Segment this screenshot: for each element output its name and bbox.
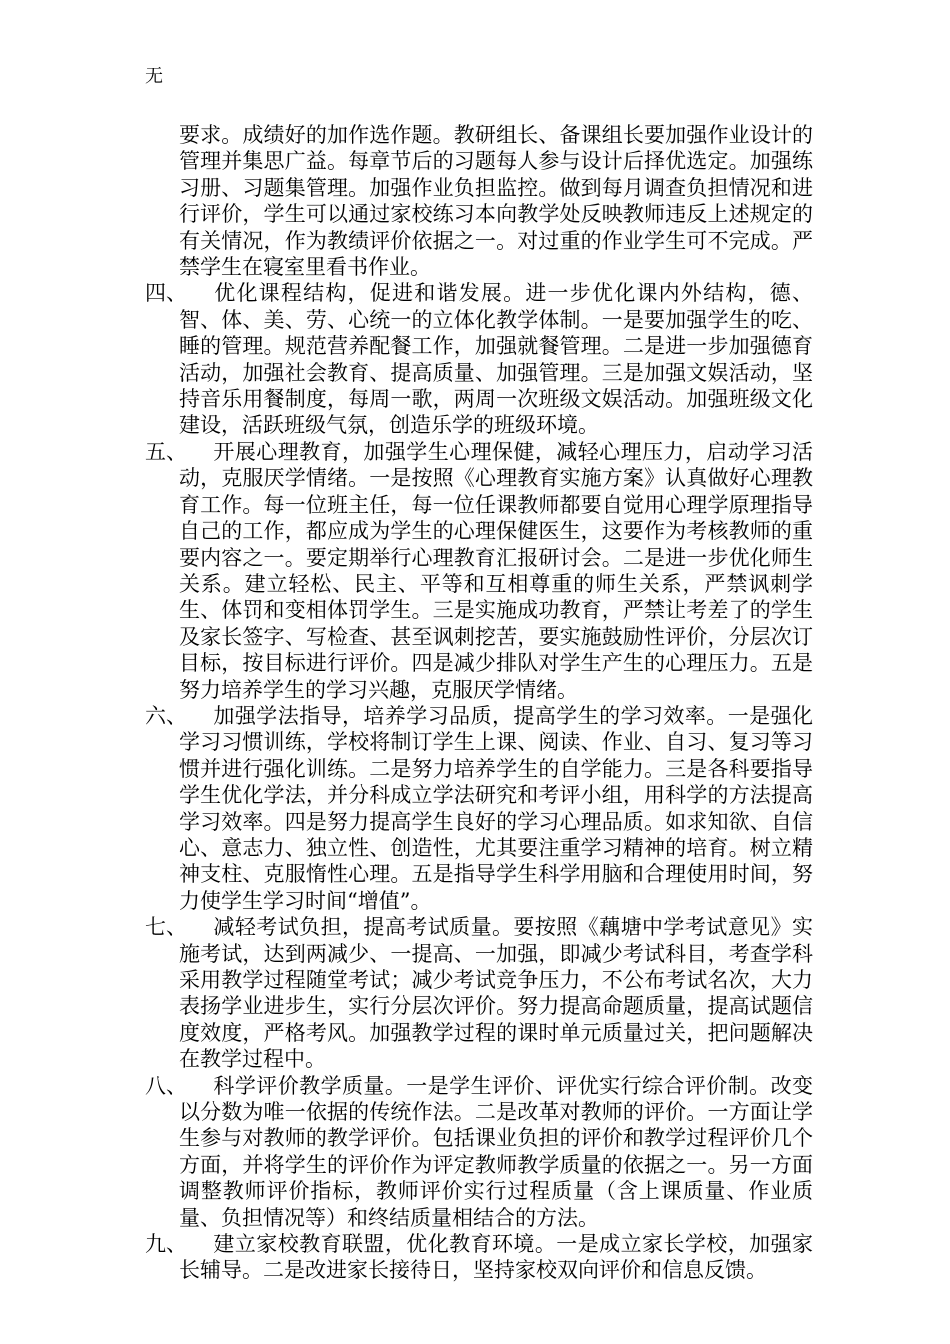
item-number: 五、 — [145, 439, 187, 464]
list-item — [145, 1231, 813, 1284]
item-number: 九、 — [145, 1232, 187, 1257]
list-item — [145, 1073, 813, 1231]
item-number: 七、 — [145, 915, 187, 940]
page-header: 无 — [145, 66, 163, 87]
item-number: 四、 — [145, 281, 187, 306]
document-body — [145, 122, 813, 1284]
item-text: 加强学法指导，培养学习品质，提高学生的学习效率。一是强化学习习惯训练，学校将制订学生上课、阅读、作业、自习、复习等习惯并进行强化训练。二是努力培养学生的自学能力。三是各科要指导学生优化学法，并分科成立学法研究和考评小组，用科学的方法提高学习效率。四是努力提高学生良好的学习心理品质。如求知欲、自信心、意志力、独立性、创造性，尤其要注重学习精神的培育。树立精神支柱、克服惰性心理。五是指导学生科学用脑和合理使用时间，努力使学生学习时间“增值”。 — [179, 703, 813, 913]
item-text: 减轻考试负担，提高考试质量。要按照《藕塘中学考试意见》实施考试，达到两减少、一提高、一加强，即减少考试科目，考查学科采用教学过程随堂考试；减少考试竞争压力，不公布考试名次，大力表扬学业进步生，实行分层次评价。努力提高命题质量，提高试题信度效度，严格考风。加强教学过程的课时单元质量过关，把问题解决在教学过程中。 — [179, 915, 813, 1072]
continuation-paragraph: 要求。成绩好的加作选作题。教研组长、备课组长要加强作业设计的管理并集思广益。每章节后的习题每人参与设计后择优选定。加强练习册、习题集管理。加强作业负担监控。做到每月调查负担情况和进行评价，学生可以通过家校练习本向教学处反映教师违反上述规定的有关情况，作为教绩评价依据之一。对过重的作业学生可不完成。严禁学生在寝室里看书作业。 — [179, 123, 813, 280]
item-text: 科学评价教学质量。一是学生评价、评优实行综合评价制。改变以分数为唯一依据的传统作法。二是改革对教师的评价。一方面让学生参与对教师的教学评价。包括课业负担的评价和教学过程评价几个方面，并将学生的评价作为评定教师教学质量的依据之一。另一方面调整教师评价指标，教师评价实行过程质量（含上课质量、作业质量、负担情况等）和终结质量相结合的方法。 — [179, 1073, 813, 1230]
list-item — [145, 703, 813, 914]
list-item — [145, 439, 813, 703]
item-text: 开展心理教育，加强学生心理保健，减轻心理压力，启动学习活动，克服厌学情绪。一是按照《心理教育实施方案》认真做好心理教育工作。每一位班主任，每一位任课教师都要自觉用心理学原理指导自己的工作，都应成为学生的心理保健医生，这要作为考核教师的重要内容之一。要定期举行心理教育汇报研讨会。二是进一步优化师生关系。建立轻松、民主、平等和互相尊重的师生关系，严禁讽刺学生、体罚和变相体罚学生。三是实施成功教育，严禁让考差了的学生及家长签字、写检查、甚至讽刺挖苦，要实施鼓励性评价，分层次订目标，按目标进行评价。四是减少排队对学生产生的心理压力。五是努力培养学生的学习兴趣，克服厌学情绪。 — [179, 439, 813, 702]
item-number: 六、 — [145, 703, 187, 728]
list-item — [145, 914, 813, 1072]
item-text: 建立家校教育联盟，优化教育环境。一是成立家长学校，加强家长辅导。二是改进家长接待日，坚持家校双向评价和信息反馈。 — [179, 1232, 813, 1283]
item-number: 八、 — [145, 1073, 187, 1098]
item-text: 优化课程结构，促进和谐发展。进一步优化课内外结构，德、智、体、美、劳、心统一的立体化教学体制。一是要加强学生的吃、睡的管理。规范营养配餐工作，加强就餐管理。二是进一步加强德育活动，加强社会教育、提高质量、加强管理。三是加强文娱活动，坚持音乐用餐制度，每周一歌，两周一次班级文娱活动。加强班级文化建设，活跃班级气氛，创造乐学的班级环境。 — [179, 281, 813, 438]
list-item — [145, 280, 813, 438]
